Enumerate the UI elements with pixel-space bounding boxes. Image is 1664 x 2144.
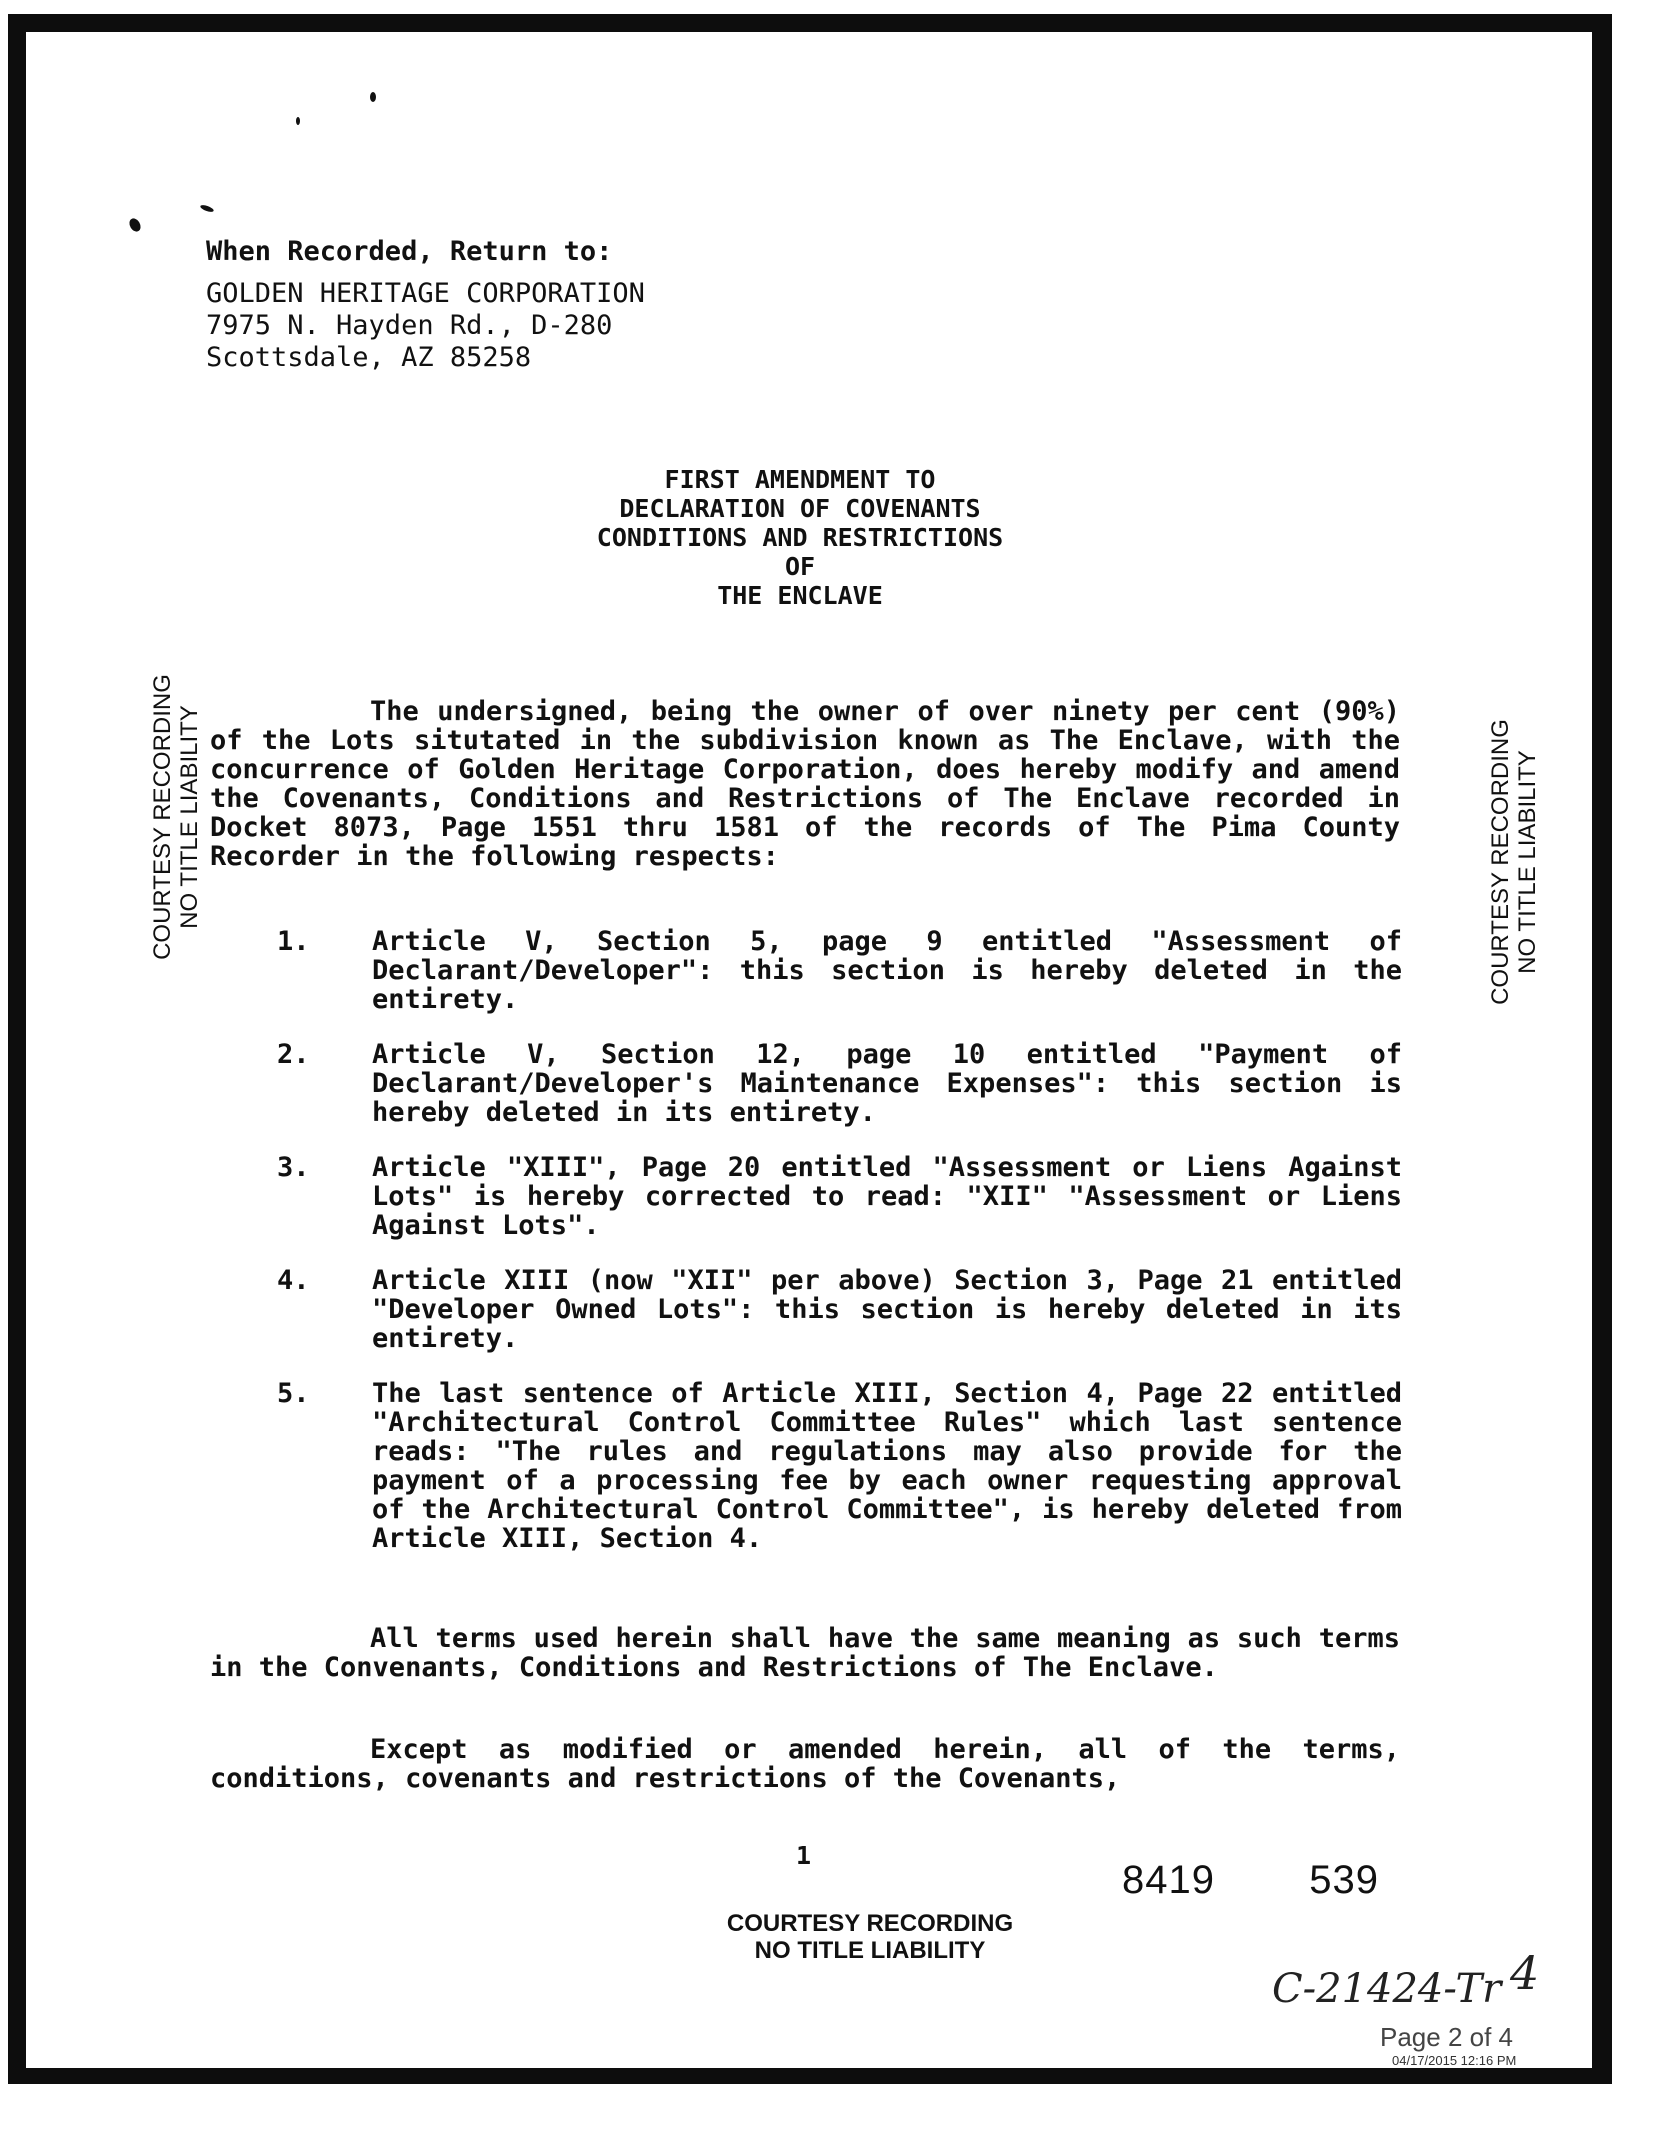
except-paragraph: [210, 1735, 1400, 1793]
return-company: GOLDEN HERITAGE CORPORATION: [206, 278, 645, 309]
except-text: Except as modified or amended herein, all of the terms, conditions, covenants and restrictions of the Covenants,: [210, 1734, 1400, 1794]
item-number: 5.: [277, 1378, 310, 1409]
title-line: OF: [784, 552, 816, 581]
handwritten-mark: 4: [1510, 1946, 1540, 2000]
stamp-line: COURTESY RECORDING: [149, 674, 176, 960]
handwritten-reference: C-21424-Tr: [1272, 1966, 1502, 2012]
scan-speck: [370, 92, 376, 102]
courtesy-recording-stamp-bottom: [700, 1910, 1040, 1964]
intro-text: The undersigned, being the owner of over ninety per cent (90%) of the Lots situtated in the subdivision known as The Enclave, with the concurrence of Golden Heritage Corporation, does hereby modify and amend the Covenants, Conditions and Restrictions of The Enclave recorded in Docket 8073, Page 1551 thru 1581 of the records of The Pima County Recorder in the following respects:: [210, 696, 1400, 872]
document-title: [0, 465, 1600, 610]
item-text: Article V, Section 5, page 9 entitled "Assessment of Declarant/Developer": this section is hereby deleted in the entirety.: [372, 926, 1402, 1015]
item-number: 3.: [277, 1152, 310, 1183]
docket-book: 8419: [1122, 1858, 1215, 1902]
stamp-line: NO TITLE LIABILITY: [754, 1937, 986, 1964]
title-line: THE ENCLAVE: [717, 581, 883, 610]
return-address-block: [206, 236, 645, 374]
stamp-line: COURTESY RECORDING: [726, 1910, 1014, 1937]
intro-paragraph: [210, 697, 1400, 871]
title-line: FIRST AMENDMENT TO: [664, 465, 936, 494]
stamp-line: NO TITLE LIABILITY: [1514, 750, 1541, 974]
item-number: 1.: [277, 926, 310, 957]
item-number: 4.: [277, 1265, 310, 1296]
item-text: The last sentence of Article XIII, Section 4, Page 22 entitled "Architectural Control Committee Rules" which last sentence reads: "The rules and regulations may also provide for the payment of a processing fee by each owner requesting approval of the Architectural Control Committee", is hereby deleted from Article XIII, Section 4.: [372, 1378, 1402, 1554]
terms-text: All terms used herein shall have the same meaning as such terms in the Convenants, Conditions and Restrictions of The Enclave.: [210, 1623, 1400, 1683]
title-line: DECLARATION OF COVENANTS: [619, 494, 981, 523]
item-number: 2.: [277, 1039, 310, 1070]
stamp-line: COURTESY RECORDING: [1487, 719, 1514, 1005]
title-line: CONDITIONS AND RESTRICTIONS: [596, 523, 1004, 552]
docket-number: [1122, 1858, 1379, 1903]
page-of-label: Page 2 of 4: [1380, 2022, 1513, 2052]
courtesy-recording-stamp-left: [149, 667, 203, 967]
scan-speck: [296, 117, 300, 125]
amendment-item: [277, 1039, 1402, 1128]
amendment-item: [277, 1378, 1402, 1554]
courtesy-recording-stamp-right: [1487, 712, 1541, 1012]
return-address-line2: Scottsdale, AZ 85258: [206, 342, 532, 373]
item-text: Article "XIII", Page 20 entitled "Assessment or Liens Against Lots" is hereby corrected to read: "XII" "Assessment or Liens Against Lots".: [372, 1152, 1402, 1241]
amendment-item: [277, 926, 1402, 1015]
return-address-line1: 7975 N. Hayden Rd., D-280: [206, 310, 613, 341]
terms-paragraph: [210, 1624, 1400, 1682]
scan-timestamp: 04/17/2015 12:16 PM: [1392, 2053, 1517, 2068]
stamp-line: NO TITLE LIABILITY: [176, 705, 203, 929]
amendment-item: [277, 1152, 1402, 1241]
item-text: Article XIII (now "XII" per above) Section 3, Page 21 entitled "Developer Owned Lots": this section is hereby deleted in its entirety.: [372, 1265, 1402, 1354]
page-number: 1: [796, 1841, 812, 1870]
amendment-item: [277, 1265, 1402, 1354]
docket-page: 539: [1309, 1858, 1379, 1902]
return-heading: When Recorded, Return to:: [206, 236, 613, 267]
item-text: Article V, Section 12, page 10 entitled "Payment of Declarant/Developer's Maintenance Expenses": this section is hereby deleted in its entirety.: [372, 1039, 1402, 1128]
